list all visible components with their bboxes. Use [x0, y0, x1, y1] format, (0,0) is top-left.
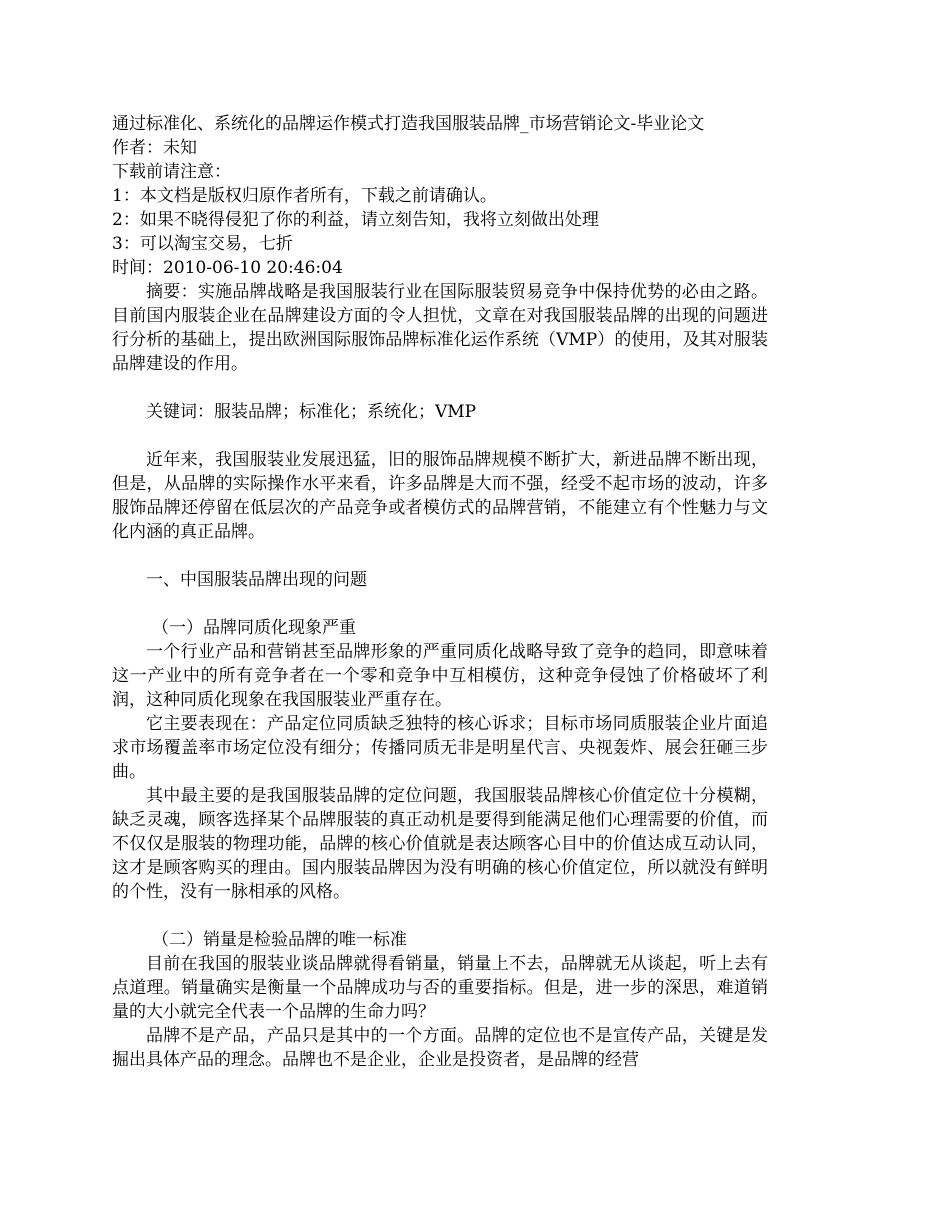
subsection-heading-1: （一）品牌同质化现象严重 — [152, 618, 356, 638]
keywords-line: 关键词：服装品牌；标准化；系统化；VMP — [146, 402, 477, 422]
notice-item-2: 2：如果不晓得侵犯了你的利益，请立刻告知，我将立刻做出处理 — [112, 210, 599, 230]
document-title: 通过标准化、系统化的品牌运作模式打造我国服装品牌_市场营销论文-毕业论文 — [112, 114, 705, 134]
document-page — [112, 112, 768, 1072]
section-heading-1: 一、中国服装品牌出现的问题 — [146, 570, 367, 590]
body-paragraph: 其中最主要的是我国服装品牌的定位问题，我国服装品牌核心价值定位十分模糊，缺乏灵魂，顾客选择某个品牌服装的真正动机是要得到能满足他们心理需要的价值，而不仅仅是服装的物理功能，品牌的核心价值就是表达顾客心目中的价值达成互动认同，这才是顾客购买的理由。国内服装品牌因为没有明确的核心价值定位，所以就没有鲜明的个性，没有一脉相承的风格。 — [112, 786, 768, 902]
abstract-paragraph: 摘要：实施品牌战略是我国服装行业在国际服装贸易竞争中保持优势的必由之路。目前国内服装企业在品牌建设方面的令人担忧，文章在对我国服装品牌的出现的问题进行分析的基础上，提出欧洲国际服饰品牌标准化运作系统（VMP）的使用，及其对服装品牌建设的作用。 — [112, 282, 768, 374]
notice-header: 下载前请注意： — [112, 162, 231, 182]
notice-item-1: 1：本文档是版权归原作者所有，下载之前请确认。 — [112, 186, 497, 206]
body-paragraph: 目前在我国的服装业谈品牌就得看销量，销量上不去，品牌就无从谈起，听上去有点道理。销量确实是衡量一个品牌成功与否的重要指标。但是，进一步的深思，难道销量的大小就完全代表一个品牌的生命力吗？ — [112, 954, 768, 1022]
notice-item-3: 3：可以淘宝交易，七折 — [112, 234, 293, 254]
body-paragraph: 一个行业产品和营销甚至品牌形象的严重同质化战略导致了竞争的趋同，即意味着这一产业中的所有竞争者在一个零和竞争中互相模仿，这种竞争侵蚀了价格破坏了利润，这种同质化现象在我国服装业严重存在。 — [112, 642, 768, 710]
subsection-heading-2: （二）销量是检验品牌的唯一标准 — [152, 930, 407, 950]
timestamp-line: 时间：2010-06-10 20:46:04 — [112, 258, 343, 278]
author-line: 作者：未知 — [112, 138, 197, 158]
body-paragraph: 品牌不是产品，产品只是其中的一个方面。品牌的定位也不是宣传产品，关键是发掘出具体产品的理念。品牌也不是企业，企业是投资者，是品牌的经营 — [112, 1026, 768, 1070]
body-paragraph: 它主要表现在：产品定位同质缺乏独特的核心诉求；目标市场同质服装企业片面追求市场覆盖率市场定位没有细分；传播同质无非是明星代言、央视轰炸、展会狂砸三步曲。 — [112, 714, 768, 782]
intro-paragraph: 近年来，我国服装业发展迅猛，旧的服饰品牌规模不断扩大，新进品牌不断出现，但是，从品牌的实际操作水平来看，许多品牌是大而不强，经受不起市场的波动，许多服饰品牌还停留在低层次的产品竞争或者模仿式的品牌营销，不能建立有个性魅力与文化内涵的真正品牌。 — [112, 450, 768, 542]
